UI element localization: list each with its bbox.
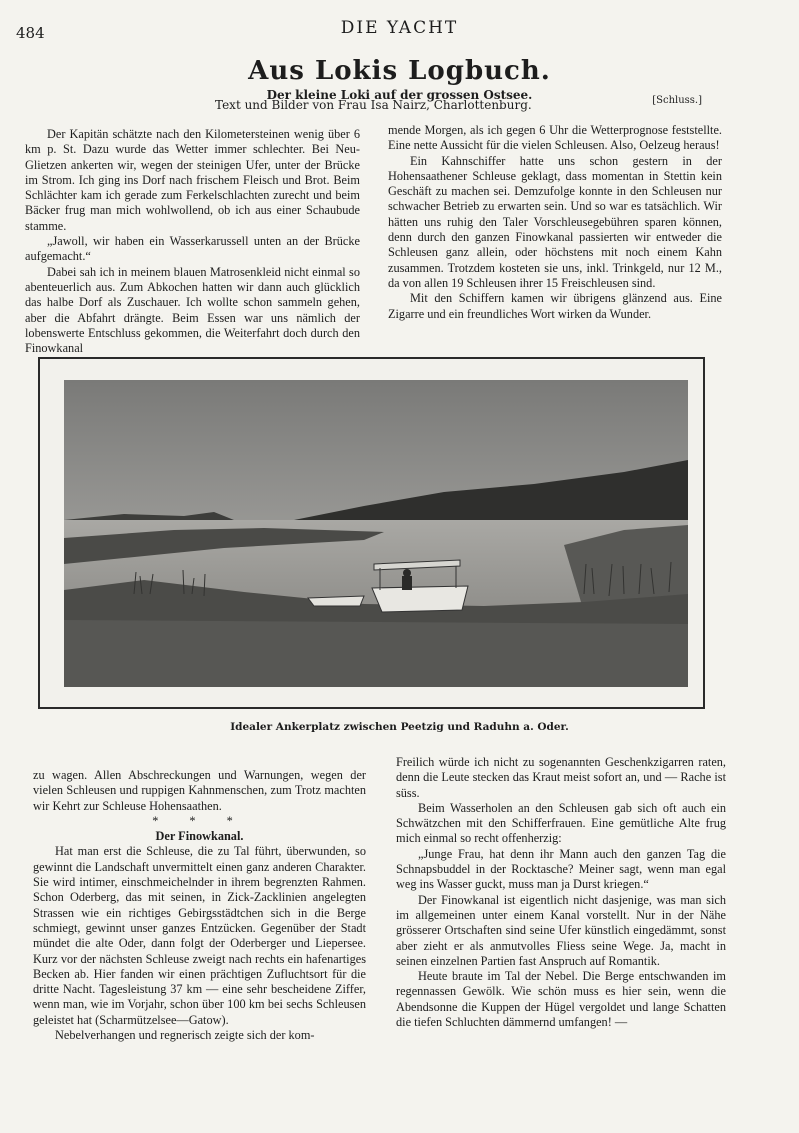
paragraph: „Junge Frau, hat denn ihr Mann auch den ganzen Tag die Schnapsbuddel in der Rocktasche? Meiner sagt, wenn man egal weg ins Wasser guckt, muss man ja Durst kriegen.“ xyxy=(396,846,726,892)
page-number: 484 xyxy=(16,24,45,42)
paragraph: Der Kapitän schätzte nach den Kilometersteinen wenig über 6 km p. St. Dazu wurde das Wetter immer schlechter. Bei Neu-Glietzen ankerten wir, wegen der steinigen Ufer, unter der Brücke im Strom. Ich ging ins Dorf nach frischem Fleisch und Brot. Beim Schlächter kam ich gerade zum Ferkelschlachten zurecht und beim Bäcker frug man mich wohlwollend, ob ich aus einer Schaubude stamme. xyxy=(25,127,360,233)
column-2 xyxy=(388,123,722,322)
column-3 xyxy=(33,768,366,1043)
paragraph: Beim Wasserholen an den Schleusen gab sich oft auch ein Schwätzchen mit den Schifferfrauen. Eine gemütliche Alte frug mich einmal so recht offenherzig: xyxy=(396,800,726,846)
paragraph: mende Morgen, als ich gegen 6 Uhr die Wetterprognose feststellte. Eine nette Aussicht für die vielen Schleusen. Also, Oelzeug heraus! xyxy=(388,123,722,153)
paragraph: „Jawoll, wir haben ein Wasserkarussell unten an der Brücke aufgemacht.“ xyxy=(25,234,360,264)
paragraph: Heute braute im Tal der Nebel. Die Berge entschwanden im regennassen Gewölk. Wie schön muss es hier sein, wenn die Abendsonne die Kuppen der Hügel vergoldet und lange Schatten die tiefen Schluchten dämmernd umfangen! — xyxy=(396,969,726,1030)
paragraph: zu wagen. Allen Abschreckungen und Warnungen, wegen der vielen Schleusen und ruppigen Kahnmenschen, zum Trotz machten wir Kehrt zur Schleuse Hohensaathen. xyxy=(33,768,366,813)
running-title: DIE YACHT xyxy=(340,18,459,38)
landscape-illustration xyxy=(64,380,688,687)
paragraph: Nebelverhangen und regnerisch zeigte sich der kom- xyxy=(55,1028,315,1043)
paragraph: Hat man erst die Schleuse, die zu Tal führt, überwunden, so gewinnt die Landschaft unvermittelt einen ganz anderen Charakter. Sie wird intimer, einschmeichelnder in ihrem begrenzten Rahmen. Schon Oderberg, das mit seinen, in Zick-Zacklinien angelegten Strassen wie ein richtiges Gebirgsstädtchen sich in die Berge schmiegt, gewinnt unser ganzes Entzücken. Gegenüber der Stadt mündet die alte Oder, dann folgt der Oderberger und Liepersee. Kurz vor der nächsten Schleuse zweigt nach rechts ein hafenartiges Becken ab. Hier fanden wir einen prächtigen Zufluchtsort für die dritte Nacht. Tagesleistung 37 km — eine sehr bescheidene Ziffer, wenn man, wie im Vorjahr, schon über 100 km bei sechs Schleusen geleistet hat (Scharmützelsee—Gatow). xyxy=(33,844,366,1027)
anchorage-photo xyxy=(64,380,688,687)
paragraph: Dabei sah ich in meinem blauen Matrosenkleid nicht einmal so abenteuerlich aus. Zum Abkochen hatten wir dann auch glücklich das halbe Dorf als Zuschauer. Ich wollte schon sammeln gehen, aber die Abfahrt drängte. Beim Essen war uns nämlich der lobenswerte Entschluss gekommen, die Weiterfahrt doch durch den Finowkanal xyxy=(25,264,360,356)
photo-caption: Idealer Ankerplatz zwischen Peetzig und Raduhn a. Oder. xyxy=(230,721,569,733)
part-note: [Schluss.] xyxy=(652,95,702,106)
paragraph: Mit den Schiffern kamen wir übrigens glänzend aus. Eine Zigarre und ein freundliches Wort wirken da Wunder. xyxy=(388,291,722,321)
article-subtitle: Der kleine Loki auf der grossen Ostsee. xyxy=(266,88,533,102)
column-1 xyxy=(25,127,360,356)
paragraph: Der Finowkanal ist eigentlich nicht dasjenige, was man sich im allgemeinen unter einem Kanal vorstellt. Nur in der Nähe grösserer Ortschaften sind seine Ufer künstlich eingedämmt, sonst aber zieht er als anmutvolles Fliess seine Wege. Ja, macht in seinen einzelnen Partien fast Anspruch auf Romantik. xyxy=(396,892,726,968)
column-4 xyxy=(396,755,726,1030)
paragraph: Ein Kahnschiffer hatte uns schon gestern in der Hohensaathener Schleuse geklagt, dass momentan in Stettin kein Geschäft zu machen sei. Demzufolge konnte in den Schleusen nur schwacher Betrieb zu erwarten sein. Und so war es tatsächlich. Wir hätten uns ruhig den Taler Vorschleusegebühren sparen können, denn durch den ganzen Finowkanal passierten wir entweder die Schleusen ganz allein, oder höchstens mit noch einem Kahn zusammen. Trotzdem kosteten sie uns, inkl. Trinkgeld, nur 12 M., da von allen 19 Schleusen ihrer 15 Freischleusen sind. xyxy=(388,153,722,290)
section-heading: Der Finowkanal. xyxy=(155,829,244,844)
article-byline: Text und Bilder von Frau Isa Nairz, Charlottenburg. xyxy=(215,98,532,112)
article-title: Aus Lokis Logbuch. xyxy=(248,56,551,86)
section-separator: * * * xyxy=(152,813,247,828)
paragraph: Freilich würde ich nicht zu sogenannten Geschenkzigarren raten, denn die Leute stecken das Kraut meist sofort an, und — Rache ist süss. xyxy=(396,755,726,800)
